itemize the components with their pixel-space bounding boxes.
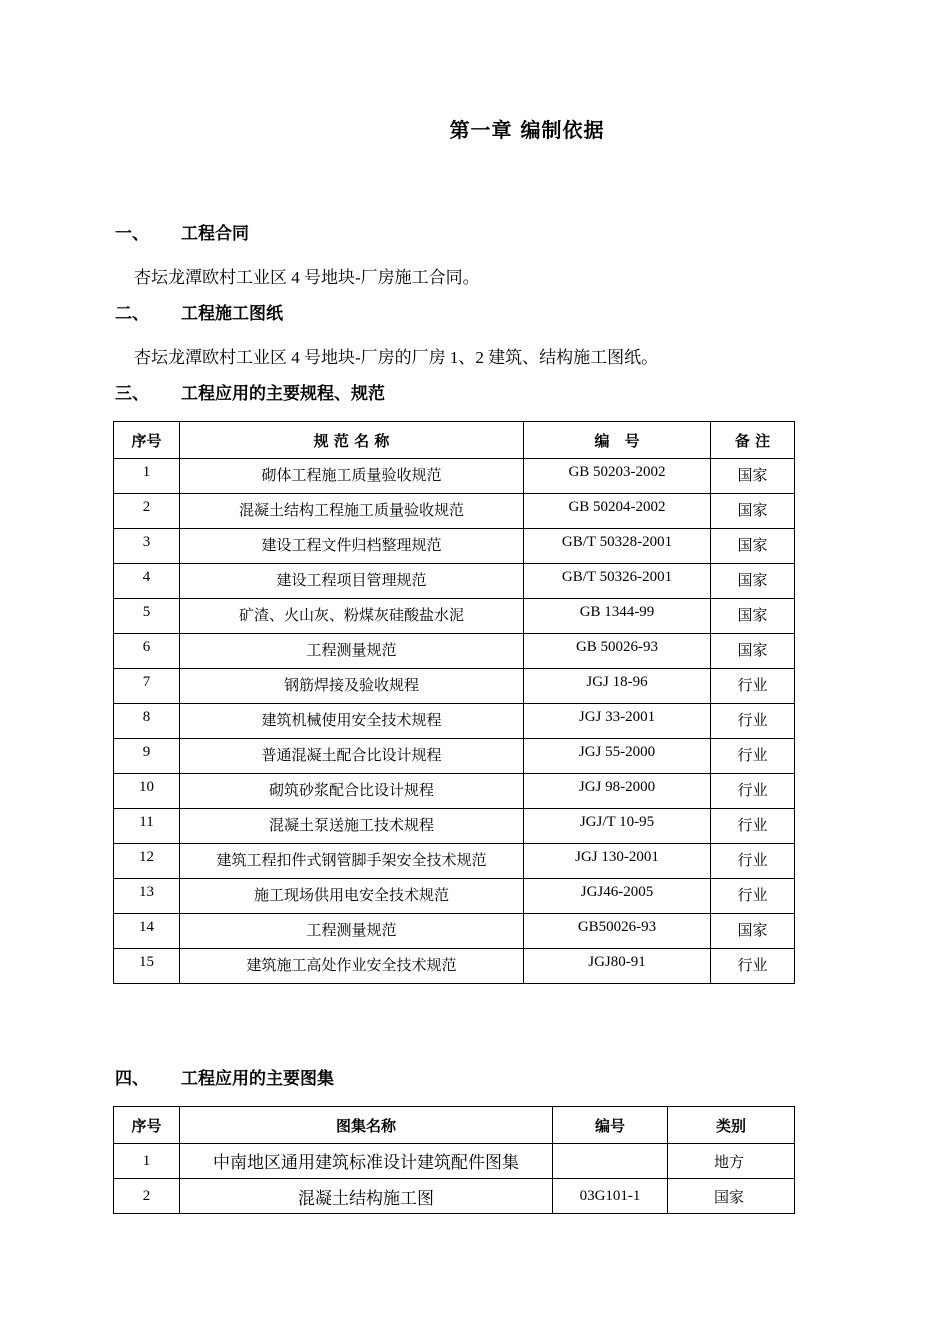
header-cell: 类别 <box>668 1107 795 1144</box>
standard-remark: 行业 <box>711 844 795 879</box>
atlas-category: 地方 <box>668 1144 795 1179</box>
standard-remark: 行业 <box>711 774 795 809</box>
table-row <box>114 459 795 494</box>
section-title: 工程合同 <box>181 224 249 244</box>
section-title: 工程应用的主要图集 <box>181 1069 334 1089</box>
standard-remark: 国家 <box>711 494 795 529</box>
standard-name: 混凝土结构工程施工质量验收规范 <box>180 494 524 529</box>
atlas-name: 中南地区通用建筑标准设计建筑配件图集 <box>180 1144 553 1179</box>
row-number: 11 <box>114 809 180 844</box>
section-heading-1 <box>115 219 249 244</box>
header-cell: 备 注 <box>711 422 795 459</box>
standard-code: JGJ 33-2001 <box>524 704 711 739</box>
atlas-table <box>113 1106 795 1214</box>
standard-remark: 行业 <box>711 739 795 774</box>
standard-remark: 国家 <box>711 914 795 949</box>
standards-table <box>113 421 795 984</box>
table-row <box>114 949 795 984</box>
standard-remark: 国家 <box>711 529 795 564</box>
atlas-code: 03G101-1 <box>553 1179 668 1214</box>
standard-remark: 行业 <box>711 879 795 914</box>
row-number: 1 <box>114 1144 180 1179</box>
row-number: 6 <box>114 634 180 669</box>
table-row <box>114 564 795 599</box>
standard-name: 砌筑砂浆配合比设计规程 <box>180 774 524 809</box>
header-cell: 规 范 名 称 <box>180 422 524 459</box>
table-header-row <box>114 1107 795 1144</box>
standard-remark: 行业 <box>711 669 795 704</box>
standard-name: 施工现场供用电安全技术规范 <box>180 879 524 914</box>
table-row <box>114 879 795 914</box>
standard-code: GB/T 50328-2001 <box>524 529 711 564</box>
standard-code: JGJ 55-2000 <box>524 739 711 774</box>
row-number: 5 <box>114 599 180 634</box>
standard-code: JGJ46-2005 <box>524 879 711 914</box>
row-number: 3 <box>114 529 180 564</box>
standard-name: 建设工程文件归档整理规范 <box>180 529 524 564</box>
table-row <box>114 739 795 774</box>
standard-name: 建筑工程扣件式钢管脚手架安全技术规范 <box>180 844 524 879</box>
header-cell: 序号 <box>114 1107 180 1144</box>
table-row <box>114 494 795 529</box>
standard-code: GB50026-93 <box>524 914 711 949</box>
row-number: 2 <box>114 494 180 529</box>
table-row <box>114 914 795 949</box>
header-cell: 图集名称 <box>180 1107 553 1144</box>
section-number: 三、 <box>115 384 149 404</box>
standard-code: GB 1344-99 <box>524 599 711 634</box>
standard-name: 工程测量规范 <box>180 634 524 669</box>
table-row <box>114 669 795 704</box>
table-row <box>114 774 795 809</box>
standard-code: GB 50204-2002 <box>524 494 711 529</box>
standard-remark: 行业 <box>711 704 795 739</box>
chapter-title: 第一章 编制依据 <box>449 118 605 142</box>
section-number: 二、 <box>115 304 149 324</box>
row-number: 13 <box>114 879 180 914</box>
row-number: 9 <box>114 739 180 774</box>
standard-code: GB/T 50326-2001 <box>524 564 711 599</box>
table-row <box>114 704 795 739</box>
header-cell: 编号 <box>553 1107 668 1144</box>
header-cell: 编 号 <box>524 422 711 459</box>
section-title: 工程应用的主要规程、规范 <box>181 384 385 404</box>
row-number: 15 <box>114 949 180 984</box>
standard-code: JGJ80-91 <box>524 949 711 984</box>
row-number: 14 <box>114 914 180 949</box>
table-header-row <box>114 422 795 459</box>
standard-code: JGJ 18-96 <box>524 669 711 704</box>
row-number: 10 <box>114 774 180 809</box>
standard-code: JGJ/T 10-95 <box>524 809 711 844</box>
standard-code: JGJ 130-2001 <box>524 844 711 879</box>
standard-remark: 行业 <box>711 949 795 984</box>
standard-name: 混凝土泵送施工技术规程 <box>180 809 524 844</box>
atlas-category: 国家 <box>668 1179 795 1214</box>
standard-name: 建设工程项目管理规范 <box>180 564 524 599</box>
standard-remark: 行业 <box>711 809 795 844</box>
standard-name: 普通混凝土配合比设计规程 <box>180 739 524 774</box>
standard-code: JGJ 98-2000 <box>524 774 711 809</box>
section-title: 工程施工图纸 <box>181 304 283 324</box>
section-number: 四、 <box>115 1069 149 1089</box>
section-heading-4 <box>115 1064 334 1089</box>
section-paragraph-2: 杏坛龙潭欧村工业区 4 号地块-厂房的厂房 1、2 建筑、结构施工图纸。 <box>134 348 659 367</box>
table-row <box>114 599 795 634</box>
row-number: 2 <box>114 1179 180 1214</box>
standard-name: 钢筋焊接及验收规程 <box>180 669 524 704</box>
table-row <box>114 529 795 564</box>
atlas-code <box>553 1144 668 1179</box>
table-row <box>114 1179 795 1214</box>
standard-remark: 国家 <box>711 634 795 669</box>
table-row <box>114 844 795 879</box>
standard-name: 建筑施工高处作业安全技术规范 <box>180 949 524 984</box>
standard-remark: 国家 <box>711 564 795 599</box>
section-heading-3 <box>115 379 385 404</box>
row-number: 7 <box>114 669 180 704</box>
section-number: 一、 <box>115 224 149 244</box>
header-cell: 序号 <box>114 422 180 459</box>
section-paragraph-1: 杏坛龙潭欧村工业区 4 号地块-厂房施工合同。 <box>134 268 480 287</box>
standard-name: 建筑机械使用安全技术规程 <box>180 704 524 739</box>
row-number: 8 <box>114 704 180 739</box>
standard-remark: 国家 <box>711 459 795 494</box>
standard-remark: 国家 <box>711 599 795 634</box>
row-number: 12 <box>114 844 180 879</box>
standard-code: GB 50026-93 <box>524 634 711 669</box>
table-row <box>114 634 795 669</box>
standard-name: 砌体工程施工质量验收规范 <box>180 459 524 494</box>
standard-code: GB 50203-2002 <box>524 459 711 494</box>
section-heading-2 <box>115 299 283 324</box>
atlas-name: 混凝土结构施工图 <box>180 1179 553 1214</box>
standard-name: 矿渣、火山灰、粉煤灰硅酸盐水泥 <box>180 599 524 634</box>
table-row <box>114 1144 795 1179</box>
standard-name: 工程测量规范 <box>180 914 524 949</box>
table-row <box>114 809 795 844</box>
row-number: 1 <box>114 459 180 494</box>
row-number: 4 <box>114 564 180 599</box>
